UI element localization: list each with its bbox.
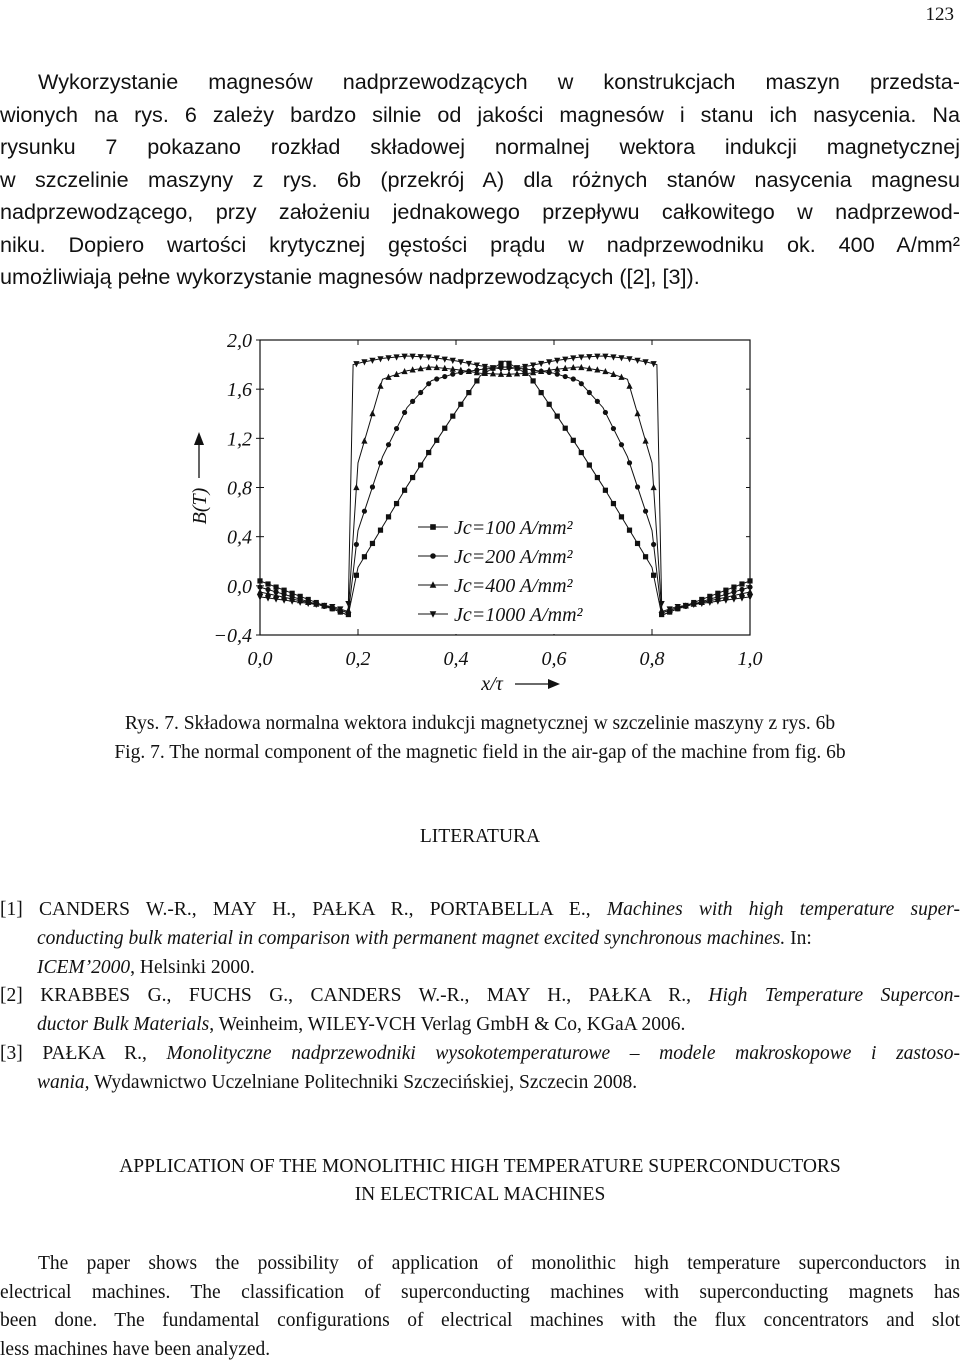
y-tick-label: 0,8 [227, 478, 252, 500]
data-point [426, 381, 431, 386]
reference-list [0, 896, 960, 1098]
data-point [257, 578, 262, 583]
data-point [547, 402, 552, 407]
data-point [595, 475, 600, 480]
figure-caption-en: Fig. 7. The normal component of the magnetic field in the air-gap of the machine from fig. 6b [0, 738, 960, 767]
legend-label: Jc=1000 A/mm² [454, 604, 584, 626]
reference-item: [1] CANDERS W.-R., MAY H., PAŁKA R., PORTABELLA E., Machines with high temperature super- [0, 896, 960, 925]
data-point [450, 372, 455, 377]
data-point [627, 528, 632, 533]
data-point [579, 450, 584, 455]
data-point [635, 541, 640, 546]
data-point [651, 573, 656, 578]
data-point [571, 376, 576, 381]
data-point [651, 542, 656, 547]
data-point [370, 484, 375, 489]
data-point [377, 383, 383, 389]
data-point [642, 437, 648, 443]
data-point [450, 414, 455, 419]
paragraph-line: umożliwiają pełne wykorzystanie magnesów nadprzewodzących ([2], [3]). [0, 261, 960, 294]
abstract-line: been done. The fundamental configurations of electrical machines with the flux concentrators and slot [0, 1307, 960, 1336]
data-point [555, 414, 560, 419]
paragraph-line: Wykorzystanie magnesów nadprzewodzących w konstrukcjach maszyn przedsta- [0, 66, 960, 99]
data-point [353, 484, 359, 490]
chart-axes [189, 330, 763, 695]
x-axis-label: x/τ [480, 673, 503, 695]
y-axis-arrowhead [194, 432, 204, 445]
x-tick-label: 0,6 [542, 648, 567, 670]
data-point [378, 460, 383, 465]
data-point [426, 450, 431, 455]
data-point [739, 581, 744, 586]
reference-item-cont: wania, Wydawnictwo Uczelniane Politechniki Szczecińskiej, Szczecin 2008. [0, 1069, 960, 1098]
magnetic-field-chart [170, 318, 790, 698]
data-point [458, 402, 463, 407]
x-tick-label: 0,4 [444, 648, 469, 670]
legend-label: Jc=400 A/mm² [454, 575, 574, 597]
data-point [474, 378, 479, 383]
data-point [587, 390, 592, 395]
paragraph-line: rysunku 7 pokazano rozkład składowej normalnej wektora indukcji magnetycznej [0, 131, 960, 164]
y-tick-label: 1,2 [227, 428, 252, 450]
body-paragraph [0, 66, 960, 294]
data-point [361, 437, 367, 443]
data-point [257, 588, 263, 594]
data-point [418, 390, 423, 395]
data-point [362, 509, 367, 514]
data-point [619, 442, 624, 447]
y-tick-label: −0,4 [214, 625, 253, 647]
reference-item-cont: ICEM’2000, Helsinki 2000. [0, 954, 960, 983]
x-axis-arrowhead [548, 679, 560, 689]
data-point [571, 438, 576, 443]
data-point [635, 484, 640, 489]
data-point [369, 410, 375, 416]
data-point [611, 501, 616, 506]
data-point [362, 554, 367, 559]
data-point [626, 383, 632, 389]
data-point [354, 542, 359, 547]
data-point [531, 378, 536, 383]
data-point [539, 390, 544, 395]
data-point [370, 541, 375, 546]
data-point [354, 573, 359, 578]
legend-label: Jc=100 A/mm² [454, 517, 574, 539]
paragraph-line: nadprzewodzącego, przy założeniu jednakowego przepływu całkowitego w nadprzewod- [0, 196, 960, 229]
page-number: 123 [926, 4, 955, 26]
chart-legend [416, 517, 606, 634]
data-point [643, 554, 648, 559]
paragraph-line: w szczelinie maszyny z rys. 6b (przekrój A) dla różnych stanów nasycenia magnesu [0, 164, 960, 197]
figure-caption-pl: Rys. 7. Składowa normalna wektora indukcji magnetycznej w szczelinie maszyny z rys. 6b [0, 709, 960, 738]
legend-marker [430, 524, 436, 530]
y-tick-label: 0,4 [227, 527, 252, 549]
data-point [410, 399, 415, 404]
data-point [595, 399, 600, 404]
data-point [434, 376, 439, 381]
english-title: APPLICATION OF THE MONOLITHIC HIGH TEMPERATURE SUPERCONDUCTORS IN ELECTRICAL MACHINES [0, 1153, 960, 1209]
data-point [627, 460, 632, 465]
reference-item-cont: ductor Bulk Materials, Weinheim, WILEY-VCH Verlag GmbH & Co, KGaA 2006. [0, 1011, 960, 1040]
data-point [579, 381, 584, 386]
data-point [747, 578, 752, 583]
legend-label: Jc=200 A/mm² [454, 546, 574, 568]
data-point [603, 488, 608, 493]
data-point [386, 514, 391, 519]
data-point [643, 509, 648, 514]
data-point [563, 374, 568, 379]
data-point [587, 462, 592, 467]
reference-item: [3] PAŁKA R., Monolityczne nadprzewodniki wysokotemperaturowe – modele makroskopowe i zastoso- [0, 1040, 960, 1069]
data-point [563, 426, 568, 431]
data-point [442, 374, 447, 379]
data-point [634, 410, 640, 416]
data-point [731, 584, 736, 589]
abstract-line: The paper shows the possibility of application of monolithic high temperature superconductors in [0, 1250, 960, 1279]
x-tick-label: 0,0 [248, 648, 273, 670]
data-point [611, 426, 616, 431]
data-point [402, 410, 407, 415]
data-point [442, 426, 447, 431]
data-point [434, 438, 439, 443]
x-tick-label: 0,8 [640, 648, 665, 670]
data-point [394, 426, 399, 431]
data-point [378, 528, 383, 533]
literature-heading: LITERATURA [0, 826, 960, 848]
data-point [273, 584, 278, 589]
x-tick-label: 1,0 [738, 648, 763, 670]
y-axis-label: B(T) [189, 487, 211, 524]
paragraph-line: niku. Dopiero wartości krytycznej gęstości prądu w nadprzewodniku ok. 400 A/mm² [0, 229, 960, 262]
data-point [466, 390, 471, 395]
data-point [747, 588, 753, 594]
data-point [651, 484, 657, 490]
data-point [603, 410, 608, 415]
abstract-line: electrical machines. The classification of superconducting machines with superconducting magnets has [0, 1279, 960, 1308]
abstract [0, 1250, 960, 1364]
data-point [394, 501, 399, 506]
data-point [619, 514, 624, 519]
data-point [265, 581, 270, 586]
data-point [418, 462, 423, 467]
x-tick-label: 0,2 [346, 648, 371, 670]
y-tick-label: 2,0 [227, 330, 252, 352]
data-point [555, 372, 560, 377]
abstract-line: less machines have been analyzed. [0, 1336, 960, 1364]
data-point [386, 442, 391, 447]
y-tick-label: 0,0 [227, 576, 252, 598]
paragraph-line: wionych na rys. 6 zależy bardzo silnie od jakości magnesów i stanu ich nasycenia. Na [0, 99, 960, 132]
data-point [410, 475, 415, 480]
y-tick-label: 1,6 [227, 379, 252, 401]
legend-marker [430, 553, 436, 559]
reference-item-cont: conducting bulk material in comparison with permanent magnet excited synchronous machines. In: [0, 925, 960, 954]
data-point [402, 488, 407, 493]
reference-item: [2] KRABBES G., FUCHS G., CANDERS W.-R., MAY H., PAŁKA R., High Temperature Supercon- [0, 982, 960, 1011]
